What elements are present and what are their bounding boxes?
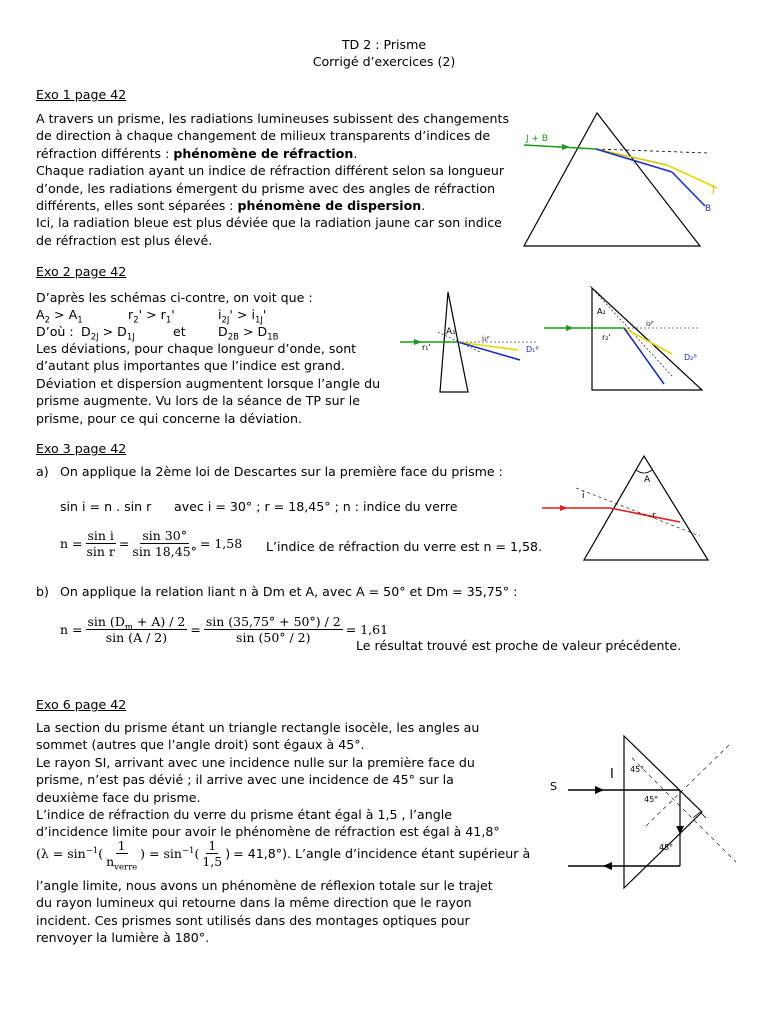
arrow-icon xyxy=(414,339,422,345)
label-45-top: 45° xyxy=(630,765,645,774)
prism-triangle xyxy=(524,113,700,246)
exo2-relations-1: $A_2 > A_1$ $r_2' > r_1'$ $i_{2J}' > i_{1J}'$ xyxy=(36,307,267,326)
exo2-figure-2 xyxy=(542,284,702,396)
blue-ray-out xyxy=(672,172,705,206)
label-jb: J + B xyxy=(526,134,549,144)
exo2-heading: Exo 2 page 42 xyxy=(36,264,127,279)
label-b: B xyxy=(705,204,712,214)
exo3-heading: Exo 3 page 42 xyxy=(36,441,127,456)
label-r: r xyxy=(652,511,656,521)
arrow-icon xyxy=(566,325,574,331)
exo3-prism-figure xyxy=(540,452,720,564)
exo6-prism-figure xyxy=(540,722,740,902)
page-subtitle: Corrigé d’exercices (2) xyxy=(312,54,456,69)
label-i1: i₁ᴶ' xyxy=(482,335,490,343)
exo6-paragraph-2: l’angle limite, nous avons un phénomène de réflexion totale sur le trajet du rayon lumineux qui retourne dans la même direction que le rayon incident. Ces prismes sont utilisés dans des montages optiques pour renvoyer la lumière à 180°. xyxy=(36,878,493,946)
arrow-icon xyxy=(562,144,570,150)
exo3-equation-2: n = $\frac{\sin (D_m + A) / 2}{\sin (A / 2)}$ = $\frac{\sin (35,75^\circ + 50^\circ) / 2}{\sin (50^\circ / 2)}$ = 1,61 xyxy=(60,614,389,645)
label-45-bottom: 45° xyxy=(659,843,674,852)
normal-line xyxy=(632,758,736,862)
label-j: J xyxy=(712,184,715,195)
exo3-b-text: On applique la relation liant n à Dm et A, avec A = 50° et Dm = 35,75° : xyxy=(60,584,518,599)
exo3-conclusion-b: Le résultat trouvé est proche de valeur précédente. xyxy=(356,638,682,653)
label-d1: D₁ᴮ xyxy=(526,345,539,354)
arrow-icon xyxy=(595,786,604,794)
yellow-ray xyxy=(624,328,672,354)
label-s: S xyxy=(550,780,557,793)
label-a: A xyxy=(644,475,651,485)
arrow-icon xyxy=(603,862,612,870)
label-r2: r₂' xyxy=(602,333,611,342)
blue-ray-inside xyxy=(596,149,672,172)
exo3-conclusion-a: L’indice de réfraction du verre est n = 1,58. xyxy=(266,539,543,554)
label-i2: i₂ᴶ' xyxy=(646,320,654,328)
exo3-a-label: a) xyxy=(36,464,49,479)
exo3-b-label: b) xyxy=(36,584,49,599)
exo1-prism-figure xyxy=(512,108,715,253)
exo2-paragraph: Les déviations, pour chaque longueur d’onde, sont d’autant plus importantes que l’indice est grand. Déviation et dispersion augmentent lorsque l’angle du prisme augmente. Vu lors de la séance de TP sur le prisme, pour ce qui concerne la déviation. xyxy=(36,341,381,426)
label-r1: r₁' xyxy=(422,343,431,352)
exo3-law-details: avec i = 30° ; r = 18,45° ; n : indice du verre xyxy=(174,499,458,514)
arrow-icon xyxy=(560,505,568,511)
label-i: I xyxy=(610,767,614,782)
exo6-formula: ($\lambda = \sin^{-1}$( $\frac{1}{n_{verre}}$ ) = $\sin^{-1}$( $\frac{1}{1,5}$ ) = 41,8°). L’angle d’incidence étant supérieur à xyxy=(36,838,531,873)
exo1-heading: Exo 1 page 42 xyxy=(36,87,127,102)
exo3-equation-1: n = $\frac{\text{sin i}}{\text{sin r}}$ = $\frac{\sin 30^\circ}{\sin 18,45^\circ}$ = 1,58 xyxy=(60,528,243,559)
blue-ray xyxy=(458,342,520,360)
label-d2: D₂ᴮ xyxy=(684,353,697,362)
incident-ray xyxy=(524,145,596,149)
label-45-middle: 45° xyxy=(644,795,659,804)
exo1-paragraph: A travers un prisme, les radiations lumineuses subissent des changements de direction à chaque changement de milieux transparents d’indices de réfraction différents : phénomène de réfraction. Chaque radiation ayant un indice de réfraction différent selon sa longueur d’onde, les radiations émergent du prisme avec des angles de réfraction différents, elles sont séparées : phénomène de dispersion. Ici, la radiation bleue est plus déviée que la radiation jaune car son indice de réfraction est plus élevé. xyxy=(36,111,510,248)
exo2-intro: D’après les schémas ci-contre, on voit que : xyxy=(36,290,313,305)
yellow-ray-out xyxy=(667,165,717,188)
exo6-heading: Exo 6 page 42 xyxy=(36,697,127,712)
label-i: i xyxy=(582,491,585,501)
exo2-relations-2: D’où : $D_{2J} > D_{1J}$ et $D_{2B} > D_{1B}$ xyxy=(36,324,279,343)
normal-line xyxy=(646,744,730,826)
exo6-paragraph-1: La section du prisme étant un triangle rectangle isocèle, les angles au sommet (autres que l’angle droit) sont égaux à 45°. Le rayon SI, arrivant avec une incidence nulle sur la première face du prisme, n’est pas dévié ; il arrive avec une incidence de 45° sur la deuxième face du prisme. L’indice de réfraction du verre du prisme étant égal à 1,5 , l’angle d’incidence limite pour avoir le phénomène de réfraction est égal à 41,8° xyxy=(36,720,500,840)
normal-line xyxy=(576,488,700,536)
label-a2: A₂ xyxy=(597,307,606,316)
right-angle-prism xyxy=(624,736,702,888)
apex-angle-arc xyxy=(636,470,652,473)
exo3-law: sin i = n . sin r xyxy=(60,499,152,514)
page-title: TD 2 : Prisme xyxy=(341,37,427,52)
exo3-a-text: On applique la 2ème loi de Descartes sur la première face du prisme : xyxy=(60,464,503,479)
exo2-figure-1 xyxy=(398,288,548,396)
label-a1: A₁ xyxy=(446,327,456,337)
